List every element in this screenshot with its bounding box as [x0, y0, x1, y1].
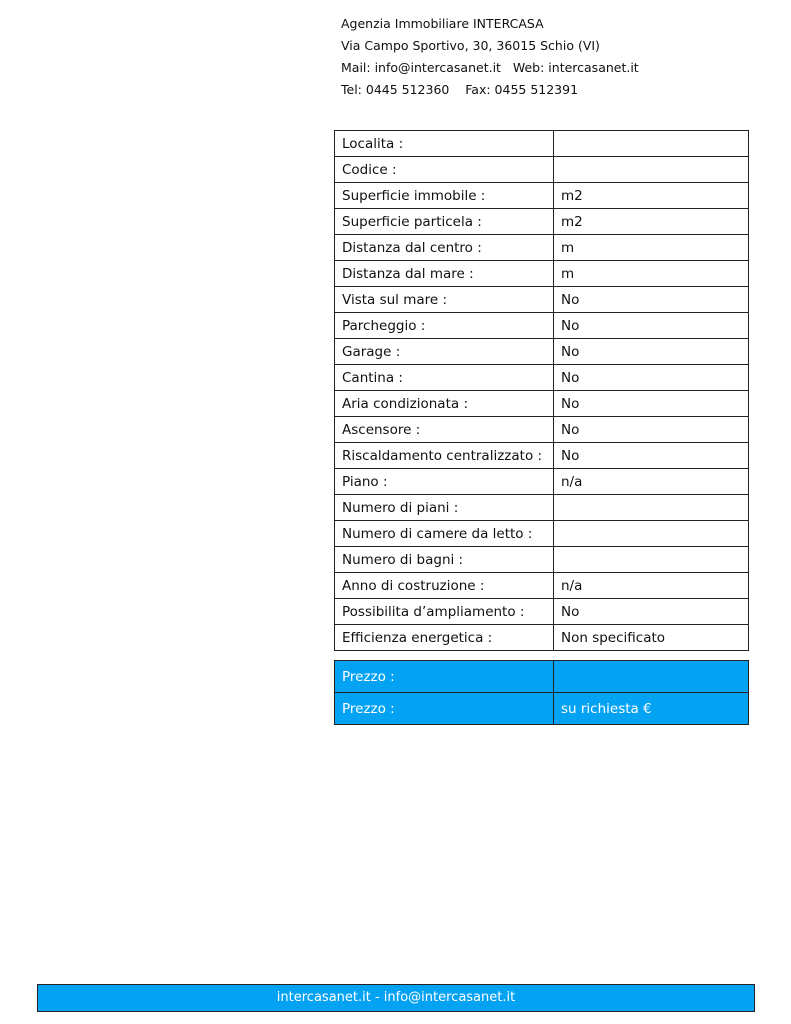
detail-label: Parcheggio :: [335, 313, 554, 339]
detail-value: m: [554, 235, 749, 261]
price-label: Prezzo :: [335, 693, 554, 725]
detail-value: [554, 131, 749, 157]
table-row: [335, 131, 749, 157]
table-row: [335, 365, 749, 391]
agency-address: Via Campo Sportivo, 30, 36015 Schio (VI): [341, 38, 600, 53]
table-row: [335, 261, 749, 287]
detail-value: [554, 495, 749, 521]
detail-value: m2: [554, 183, 749, 209]
agency-tel-fax: Tel: 0445 512360 Fax: 0455 512391: [341, 82, 579, 97]
footer-text: intercasanet.it - info@intercasanet.it: [276, 990, 516, 1005]
detail-label: Aria condizionata :: [335, 391, 554, 417]
detail-value: No: [554, 287, 749, 313]
detail-label: Piano :: [335, 469, 554, 495]
detail-value: No: [554, 391, 749, 417]
table-row: [335, 443, 749, 469]
detail-label: Localita :: [335, 131, 554, 157]
detail-value: m2: [554, 209, 749, 235]
detail-label: Distanza dal centro :: [335, 235, 554, 261]
detail-value: No: [554, 599, 749, 625]
detail-value: No: [554, 339, 749, 365]
table-row: [335, 573, 749, 599]
table-row: [335, 495, 749, 521]
detail-label: Numero di bagni :: [335, 547, 554, 573]
detail-label: Superficie immobile :: [335, 183, 554, 209]
price-row: [335, 661, 749, 693]
detail-value: Non specificato: [554, 625, 749, 651]
table-row: [335, 287, 749, 313]
detail-value: [554, 547, 749, 573]
detail-value: n/a: [554, 573, 749, 599]
detail-label: Ascensore :: [335, 417, 554, 443]
table-row: [335, 183, 749, 209]
agency-header: [341, 13, 639, 101]
detail-value: n/a: [554, 469, 749, 495]
table-row: [335, 599, 749, 625]
detail-label: Possibilita d’ampliamento :: [335, 599, 554, 625]
detail-value: m: [554, 261, 749, 287]
price-table: [334, 660, 749, 725]
table-row: [335, 417, 749, 443]
agency-mail-web: Mail: info@intercasanet.it Web: intercasanet.it: [341, 60, 639, 75]
detail-value: No: [554, 365, 749, 391]
table-row: [335, 547, 749, 573]
agency-name: Agenzia Immobiliare INTERCASA: [341, 16, 544, 31]
table-row: [335, 469, 749, 495]
detail-label: Codice :: [335, 157, 554, 183]
detail-value: No: [554, 313, 749, 339]
table-row: [335, 625, 749, 651]
table-row: [335, 235, 749, 261]
footer-bar: [37, 984, 755, 1012]
price-value: su richiesta €: [554, 693, 749, 725]
detail-label: Vista sul mare :: [335, 287, 554, 313]
detail-label: Distanza dal mare :: [335, 261, 554, 287]
table-row: [335, 521, 749, 547]
detail-label: Superficie particela :: [335, 209, 554, 235]
detail-label: Anno di costruzione :: [335, 573, 554, 599]
detail-label: Riscaldamento centralizzato :: [335, 443, 554, 469]
table-row: [335, 313, 749, 339]
table-row: [335, 391, 749, 417]
table-row: [335, 339, 749, 365]
property-details-table: [334, 130, 749, 651]
detail-value: No: [554, 417, 749, 443]
price-row: [335, 693, 749, 725]
price-label: Prezzo :: [335, 661, 554, 693]
detail-label: Efficienza energetica :: [335, 625, 554, 651]
detail-value: [554, 157, 749, 183]
detail-label: Garage :: [335, 339, 554, 365]
table-row: [335, 157, 749, 183]
table-row: [335, 209, 749, 235]
detail-label: Numero di piani :: [335, 495, 554, 521]
detail-value: [554, 521, 749, 547]
detail-value: No: [554, 443, 749, 469]
detail-label: Numero di camere da letto :: [335, 521, 554, 547]
price-value: [554, 661, 749, 693]
detail-label: Cantina :: [335, 365, 554, 391]
